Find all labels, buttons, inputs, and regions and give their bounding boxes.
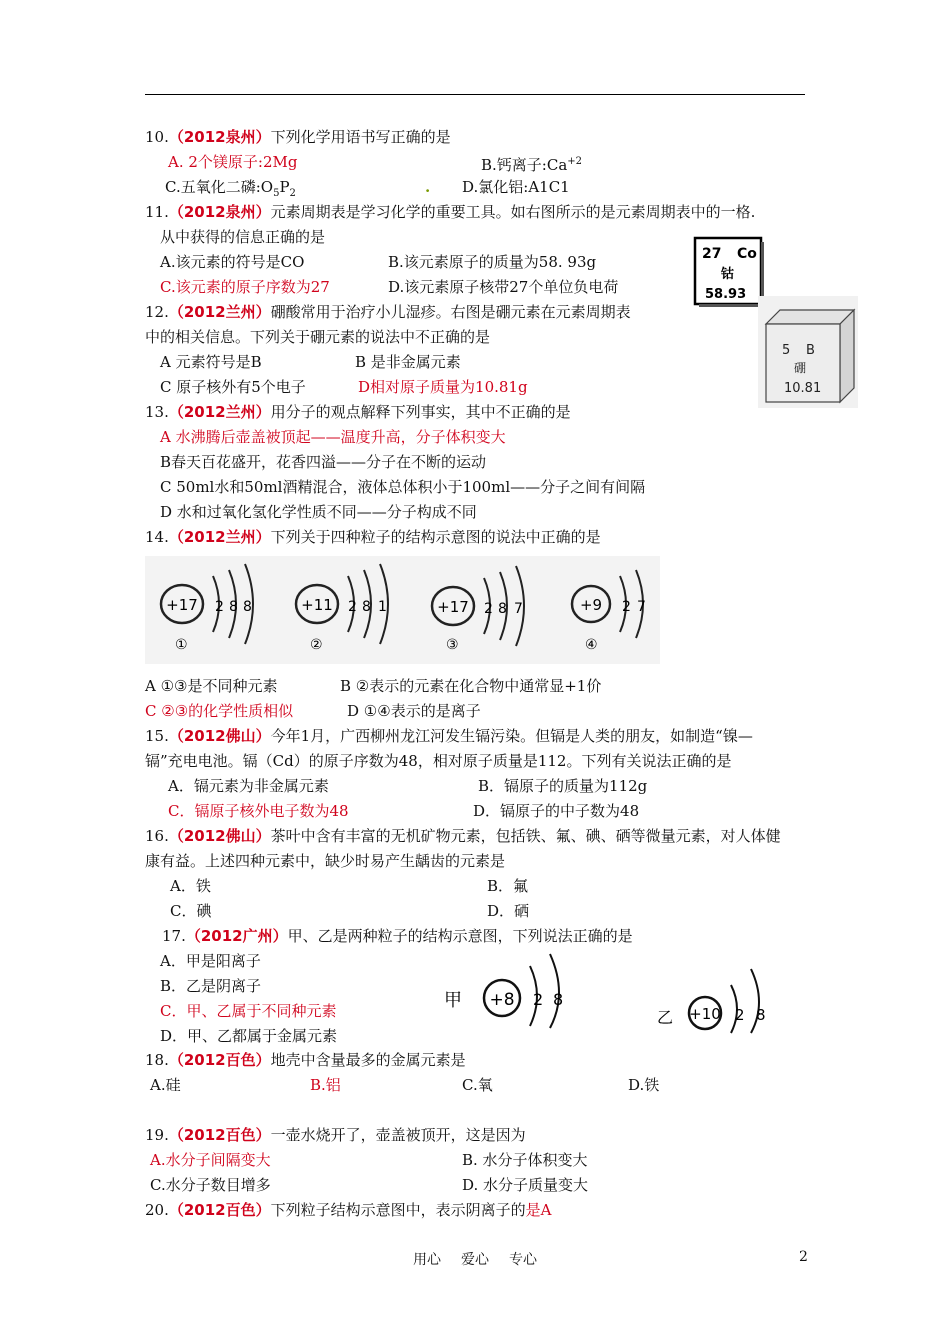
yi-shell-1: 2: [735, 1006, 745, 1024]
cobalt-symbol: Co: [737, 246, 757, 262]
q11-option-d: D.该元素原子核带27个单位负电荷: [388, 278, 619, 296]
q20-answer: 是A: [525, 1201, 552, 1219]
q18-option-a: A.硅: [150, 1076, 181, 1094]
q12-option-b: B 是非金属元素: [355, 353, 461, 371]
cobalt-element-cell: [693, 236, 765, 310]
q16-option-b: B．氟: [487, 877, 529, 895]
q14-particle-diagrams: [145, 556, 660, 664]
page-number: 2: [799, 1249, 808, 1265]
q14-option-c: C ②③的化学性质相似: [145, 702, 294, 720]
q16-option-c: C．碘: [170, 902, 212, 920]
particle-2-shell-2: 8: [362, 599, 371, 615]
q13-option-a: A 水沸腾后壶盖被顶起——温度升高，分子体积变大: [160, 428, 506, 446]
particle-2-shell-1: 2: [348, 599, 357, 615]
q10-option-b: B.钙离子$:Ca^{+2}$: [481, 156, 583, 174]
q13-option-b: B春天百花盛开，花香四溢——分子在不断的运动: [160, 453, 487, 471]
q16-option-d: D．硒: [487, 902, 530, 920]
q12-option-c: C 原子核外有5个电子: [160, 378, 306, 396]
jia-shell-1: 2: [533, 990, 544, 1009]
q17-particle-jia: [440, 950, 580, 1030]
q11-stem: 11.（2012泉州）元素周期表是学习化学的重要工具。如右图所示的是元素周期表中的一格.: [145, 203, 756, 221]
particle-1-nucleus: +17: [166, 596, 198, 614]
boron-name: 硼: [794, 361, 807, 375]
q13-stem: 13.（2012兰州）用分子的观点解释下列事实，其中不正确的是: [145, 403, 571, 421]
jia-label: 甲: [444, 990, 462, 1011]
page-footer: 用心 爱心 专心: [413, 1252, 537, 1268]
q16-stem: 16.（2012佛山）茶叶中含有丰富的无机矿物元素，包括铁、氟、碘、硒等微量元素，对人体健: [145, 827, 781, 845]
q12-option-a: A 元素符号是B: [160, 353, 262, 371]
q10-stem: 10.（2012泉州）下列化学用语书写正确的是: [145, 128, 451, 146]
q11-option-a: A.该元素的符号是CO: [160, 253, 305, 271]
q18-stem: 18.（2012百色）地壳中含量最多的金属元素是: [145, 1051, 466, 1069]
particle-4-label: ④: [585, 637, 598, 653]
q15-stem: 15.（2012佛山）今年1月，广西柳州龙江河发生镉污染。但镉是人类的朋友，如制造“镍—: [145, 727, 753, 745]
particle-3-nucleus: +17: [437, 598, 469, 616]
yi-shell-2: 8: [756, 1006, 766, 1024]
q15-option-b: B．镉原子的质量为112g: [478, 777, 648, 795]
q16-stem-2: 康有益。上述四种元素中，缺少时易产生龋齿的元素是: [145, 852, 506, 870]
q10-green-dot: .: [425, 178, 431, 196]
jia-shell-2: 8: [553, 990, 564, 1009]
yi-nucleus: +10: [689, 1005, 721, 1023]
particle-1-shell-3: 8: [243, 599, 252, 615]
q13-option-d: D 水和过氧化氢化学性质不同——分子构成不同: [160, 503, 477, 521]
q14-option-d: D ①④表示的是离子: [347, 702, 481, 720]
q17-particle-yi: [655, 965, 785, 1035]
q20-stem: 20.（2012百色）下列粒子结构示意图中，表示阴离子的是A: [145, 1201, 552, 1219]
boron-element-cube: [758, 296, 858, 408]
q18-option-b: B.铝: [310, 1076, 341, 1094]
boron-symbol: B: [806, 343, 815, 358]
q10-option-a: A. 2个镁原子:2Mg: [168, 153, 298, 171]
q12-stem-2: 中的相关信息。下列关于硼元素的说法中不正确的是: [145, 328, 491, 346]
particle-2-label: ②: [310, 637, 323, 653]
q10-option-c: C.五氧化二磷$:O_5P_2$: [165, 178, 296, 199]
q17-stem: 17.（2012广州）甲、乙是两种粒子的结构示意图，下列说法正确的是: [162, 927, 633, 945]
header-rule: [145, 94, 805, 95]
cobalt-mass: 58.93: [705, 287, 747, 302]
q12-option-d: D相对原子质量为10.81g: [358, 378, 528, 396]
jia-nucleus: +8: [489, 990, 515, 1010]
q14-option-a: A ①③是不同种元素: [145, 677, 278, 695]
q13-option-c: C 50ml水和50ml酒精混合，液体总体积小于100ml——分子之间有间隔: [160, 478, 646, 496]
particle-2-shell-3: 1: [378, 599, 387, 615]
q11-option-c: C.该元素的原子序数为27: [160, 278, 330, 296]
q14-stem: 14.（2012兰州）下列关于四种粒子的结构示意图的说法中正确的是: [145, 528, 601, 546]
q11-option-b: B.该元素原子的质量为58. 93g: [388, 253, 597, 271]
q15-option-c: C．镉原子核外电子数为48: [168, 802, 349, 820]
q17-option-c: C．甲、乙属于不同种元素: [160, 1002, 337, 1020]
q10-option-d: D.氯化铝:A1C1: [462, 178, 570, 196]
particle-1-shell-1: 2: [215, 599, 224, 615]
cobalt-number: 27: [702, 246, 722, 262]
q19-option-c: C.水分子数目增多: [150, 1176, 271, 1194]
q15-option-a: A．镉元素为非金属元素: [168, 777, 329, 795]
particle-4-shell-1: 2: [622, 599, 631, 615]
q15-option-d: D．镉原子的中子数为48: [473, 802, 640, 820]
q17-option-a: A．甲是阳离子: [160, 952, 261, 970]
cobalt-name: 钴: [721, 267, 735, 282]
q12-stem: 12.（2012兰州）硼酸常用于治疗小儿湿疹。右图是硼元素在元素周期表: [145, 303, 631, 321]
particle-1-shell-2: 8: [229, 599, 238, 615]
q19-option-b: B. 水分子体积变大: [462, 1151, 588, 1169]
boron-mass: 10.81: [784, 381, 822, 396]
particle-2-nucleus: +11: [301, 596, 333, 614]
q11-stem-2: 从中获得的信息正确的是: [160, 228, 326, 246]
particle-1-label: ①: [175, 637, 188, 653]
boron-number: 5: [782, 343, 791, 358]
q17-option-d: D．甲、乙都属于金属元素: [160, 1027, 338, 1045]
q16-option-a: A．铁: [170, 877, 211, 895]
q18-option-d: D.铁: [628, 1076, 660, 1094]
particle-3-shell-3: 7: [514, 601, 523, 617]
q14-option-b: B ②表示的元素在化合物中通常显+1价: [340, 677, 602, 695]
q18-option-c: C.氧: [462, 1076, 493, 1094]
particle-4-nucleus: +9: [579, 596, 603, 614]
q15-stem-2: 镉”充电电池。镉（Cd）的原子序数为48，相对原子质量是112。下列有关说法正确的是: [145, 752, 732, 770]
yi-label: 乙: [657, 1008, 674, 1027]
particle-4-shell-2: 7: [637, 599, 646, 615]
particle-3-shell-2: 8: [498, 601, 507, 617]
q19-option-d: D. 水分子质量变大: [462, 1176, 589, 1194]
q19-option-a: A.水分子间隔变大: [150, 1151, 271, 1169]
q19-stem: 19.（2012百色）一壶水烧开了，壶盖被顶开，这是因为: [145, 1126, 526, 1144]
q17-option-b: B．乙是阴离子: [160, 977, 262, 995]
particle-3-label: ③: [446, 637, 459, 653]
particle-3-shell-1: 2: [484, 601, 493, 617]
